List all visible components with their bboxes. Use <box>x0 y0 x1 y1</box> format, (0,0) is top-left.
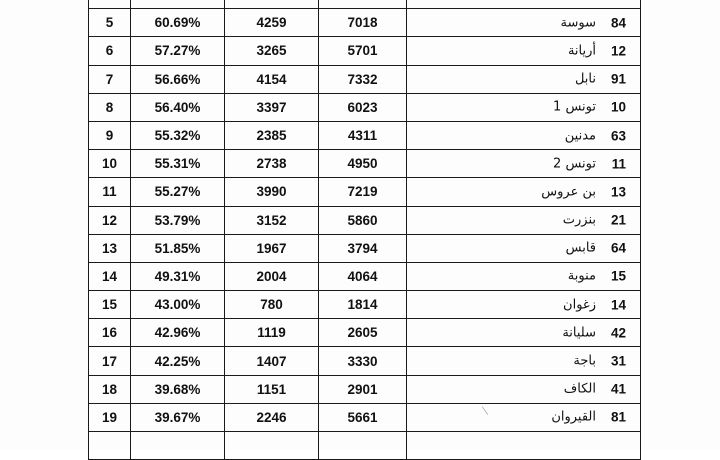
success-rate-cell <box>131 432 225 460</box>
successful-count-cell: 2385 <box>225 121 319 149</box>
region-name: الكاف <box>563 381 596 397</box>
candidates-count-cell: 2901 <box>319 375 407 403</box>
successful-count-cell: 1967 <box>225 234 319 262</box>
region-code: 21 <box>610 212 626 228</box>
success-rate-cell: 53.79% <box>131 206 225 234</box>
success-rate-cell: 60.69% <box>131 9 225 37</box>
success-rate-cell: 43.00% <box>131 291 225 319</box>
region-cell <box>407 121 641 149</box>
success-rate-cell: 39.67% <box>131 403 225 431</box>
rank-cell: 19 <box>89 403 131 431</box>
region-name: تونس 1 <box>553 99 596 115</box>
region-cell <box>407 375 641 403</box>
successful-count-cell: 1407 <box>225 347 319 375</box>
successful-count-cell: 1151 <box>225 375 319 403</box>
table-row <box>89 65 641 93</box>
rank-cell: 6 <box>89 37 131 65</box>
success-rate-cell: 42.25% <box>131 347 225 375</box>
rank-cell: 15 <box>89 291 131 319</box>
region-name: مدنين <box>564 128 596 144</box>
region-cell <box>407 0 641 9</box>
region-name: بن عروس <box>541 184 596 200</box>
successful-count-cell: 4154 <box>225 65 319 93</box>
region-name: زغوان <box>563 297 596 313</box>
region-cell <box>407 234 641 262</box>
region-cell <box>407 319 641 347</box>
region-name: تونس 2 <box>553 156 596 172</box>
rank-cell: 9 <box>89 121 131 149</box>
candidates-count-cell <box>319 432 407 460</box>
candidates-count-cell: 3330 <box>319 347 407 375</box>
success-rate-cell: 57.27% <box>131 37 225 65</box>
region-code: 14 <box>610 297 626 313</box>
region-code: 64 <box>610 240 626 256</box>
region-name: سوسة <box>560 15 596 31</box>
candidates-count-cell <box>319 0 407 9</box>
rank-cell: 11 <box>89 178 131 206</box>
table-row <box>89 121 641 149</box>
results-table-body <box>89 0 641 460</box>
successful-count-cell: 3265 <box>225 37 319 65</box>
region-cell <box>407 9 641 37</box>
region-name: القيروان <box>551 409 596 425</box>
region-cell <box>407 347 641 375</box>
table-row <box>89 37 641 65</box>
success-rate-cell: 56.40% <box>131 93 225 121</box>
table-row <box>89 178 641 206</box>
table-row <box>89 262 641 290</box>
region-cell <box>407 178 641 206</box>
region-code: 63 <box>610 128 626 144</box>
rank-cell: 12 <box>89 206 131 234</box>
table-row <box>89 206 641 234</box>
table-row <box>89 93 641 121</box>
results-table <box>88 0 641 460</box>
candidates-count-cell: 3794 <box>319 234 407 262</box>
region-code: 84 <box>610 15 626 31</box>
successful-count-cell: 4259 <box>225 9 319 37</box>
candidates-count-cell: 5701 <box>319 37 407 65</box>
region-cell <box>407 37 641 65</box>
region-code: 91 <box>610 71 626 87</box>
region-code: 10 <box>610 99 626 115</box>
rank-cell: 5 <box>89 9 131 37</box>
success-rate-cell: 42.96% <box>131 319 225 347</box>
successful-count-cell: 3152 <box>225 206 319 234</box>
region-cell <box>407 150 641 178</box>
region-code: 31 <box>610 353 626 369</box>
region-code: 13 <box>610 184 626 200</box>
success-rate-cell: 55.27% <box>131 178 225 206</box>
rank-cell: 8 <box>89 93 131 121</box>
candidates-count-cell: 4064 <box>319 262 407 290</box>
candidates-count-cell: 4950 <box>319 150 407 178</box>
region-cell <box>407 206 641 234</box>
region-cell <box>407 262 641 290</box>
candidates-count-cell: 2605 <box>319 319 407 347</box>
successful-count-cell: 1119 <box>225 319 319 347</box>
region-cell <box>407 432 641 460</box>
region-name: بنزرت <box>562 212 596 228</box>
success-rate-cell: 56.66% <box>131 65 225 93</box>
rank-cell: 10 <box>89 150 131 178</box>
table-row <box>89 0 641 9</box>
rank-cell: 7 <box>89 65 131 93</box>
region-name: سليانة <box>562 325 596 341</box>
region-cell <box>407 291 641 319</box>
region-name: قابس <box>565 240 596 256</box>
table-row <box>89 319 641 347</box>
region-code: 11 <box>611 156 626 172</box>
successful-count-cell: 2738 <box>225 150 319 178</box>
successful-count-cell: 2004 <box>225 262 319 290</box>
candidates-count-cell: 1814 <box>319 291 407 319</box>
candidates-count-cell: 7219 <box>319 178 407 206</box>
rank-cell: 18 <box>89 375 131 403</box>
region-name: منوبة <box>567 268 596 284</box>
successful-count-cell: 2246 <box>225 403 319 431</box>
rank-cell <box>89 0 131 9</box>
region-cell <box>407 65 641 93</box>
table-row <box>89 403 641 431</box>
table-row <box>89 375 641 403</box>
candidates-count-cell: 7018 <box>319 9 407 37</box>
rank-cell: 13 <box>89 234 131 262</box>
candidates-count-cell: 5661 <box>319 403 407 431</box>
rank-cell <box>89 432 131 460</box>
region-cell <box>407 93 641 121</box>
successful-count-cell: 3397 <box>225 93 319 121</box>
region-name: باجة <box>573 353 596 369</box>
candidates-count-cell: 5860 <box>319 206 407 234</box>
region-code: 12 <box>610 43 626 59</box>
region-code: 42 <box>610 325 626 341</box>
success-rate-cell <box>131 0 225 9</box>
region-code: 41 <box>610 381 626 397</box>
success-rate-cell: 49.31% <box>131 262 225 290</box>
success-rate-cell: 39.68% <box>131 375 225 403</box>
region-code: 15 <box>610 268 626 284</box>
success-rate-cell: 55.31% <box>131 150 225 178</box>
successful-count-cell: 780 <box>225 291 319 319</box>
rank-cell: 17 <box>89 347 131 375</box>
table-row <box>89 9 641 37</box>
table-row <box>89 347 641 375</box>
region-cell <box>407 403 641 431</box>
success-rate-cell: 55.32% <box>131 121 225 149</box>
region-name: أريانة <box>567 43 596 59</box>
rank-cell: 14 <box>89 262 131 290</box>
table-row <box>89 291 641 319</box>
table-row <box>89 432 641 460</box>
candidates-count-cell: 4311 <box>319 121 407 149</box>
successful-count-cell <box>225 0 319 9</box>
success-rate-cell: 51.85% <box>131 234 225 262</box>
region-name: نابل <box>574 71 596 87</box>
successful-count-cell <box>225 432 319 460</box>
candidates-count-cell: 7332 <box>319 65 407 93</box>
successful-count-cell: 3990 <box>225 178 319 206</box>
table-row <box>89 150 641 178</box>
candidates-count-cell: 6023 <box>319 93 407 121</box>
table-row <box>89 234 641 262</box>
region-code: 81 <box>610 409 626 425</box>
rank-cell: 16 <box>89 319 131 347</box>
